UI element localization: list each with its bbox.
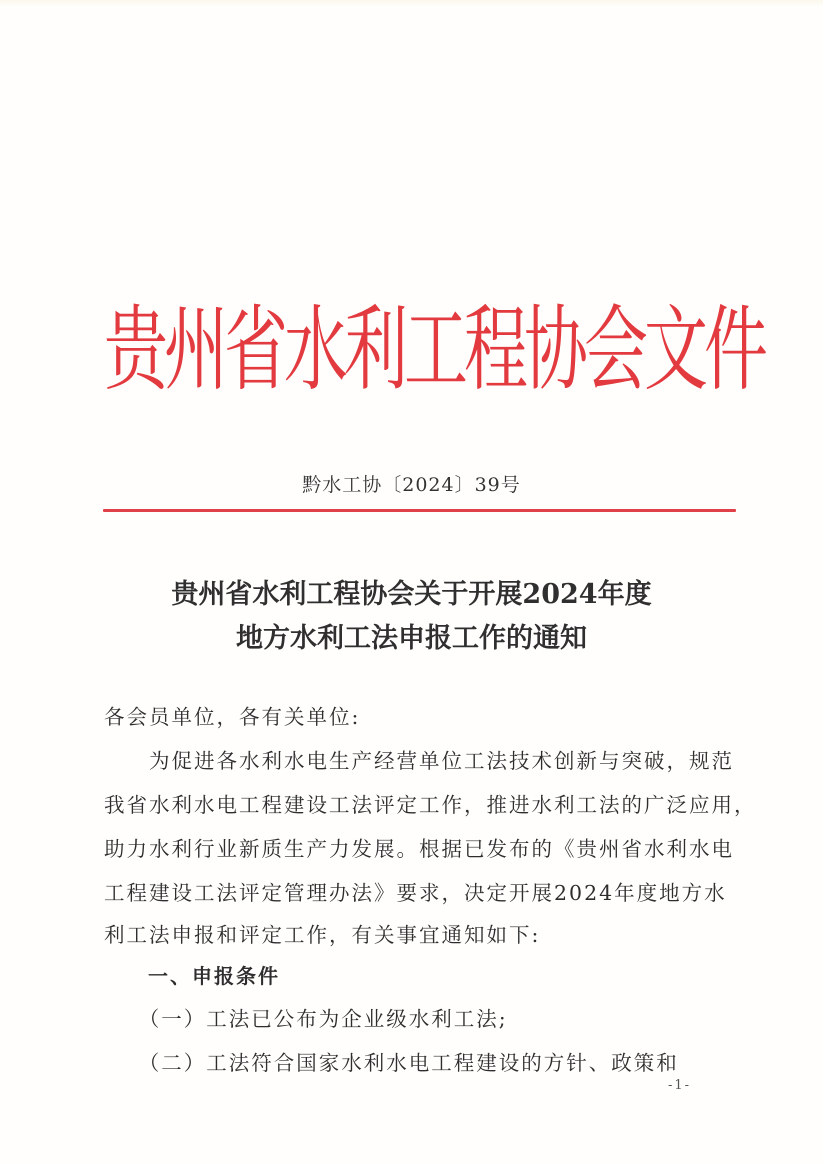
body-line-4: 工程建设工法评定管理办法》要求，决定开展2024年度地方水 xyxy=(104,881,727,905)
body-line-2: 我省水利水电工程建设工法评定工作，推进水利工法的广泛应用， xyxy=(104,793,757,817)
notice-title-line-2: 地方水利工法申报工作的通知 xyxy=(236,623,587,654)
notice-title-line-1: 贵州省水利工程协会关于开展2024年度 xyxy=(171,579,652,610)
section-heading-conditions: 一、申报条件 xyxy=(104,964,280,988)
body-line-1: 为促进各水利水电生产经营单位工法技术创新与突破，规范 xyxy=(104,749,734,773)
red-letterhead-title: 贵州省水利工程协会文件 xyxy=(104,297,764,405)
body-line-3: 助力水利行业新质生产力发展。根据已发布的《贵州省水利水电 xyxy=(104,837,734,861)
document-number: 黔水工协〔2024〕39号 xyxy=(302,474,521,496)
scan-edge xyxy=(0,0,823,8)
page-number: -1- xyxy=(668,1078,692,1093)
salutation: 各会员单位，各有关单位: xyxy=(104,705,361,729)
condition-2: （二）工法符合国家水利水电工程建设的方针、政策和 xyxy=(104,1051,679,1075)
condition-1: （一）工法已公布为企业级水利工法; xyxy=(104,1007,508,1031)
body-line-5: 利工法申报和评定工作，有关事宜通知如下: xyxy=(104,923,541,947)
red-divider-line xyxy=(103,509,736,512)
